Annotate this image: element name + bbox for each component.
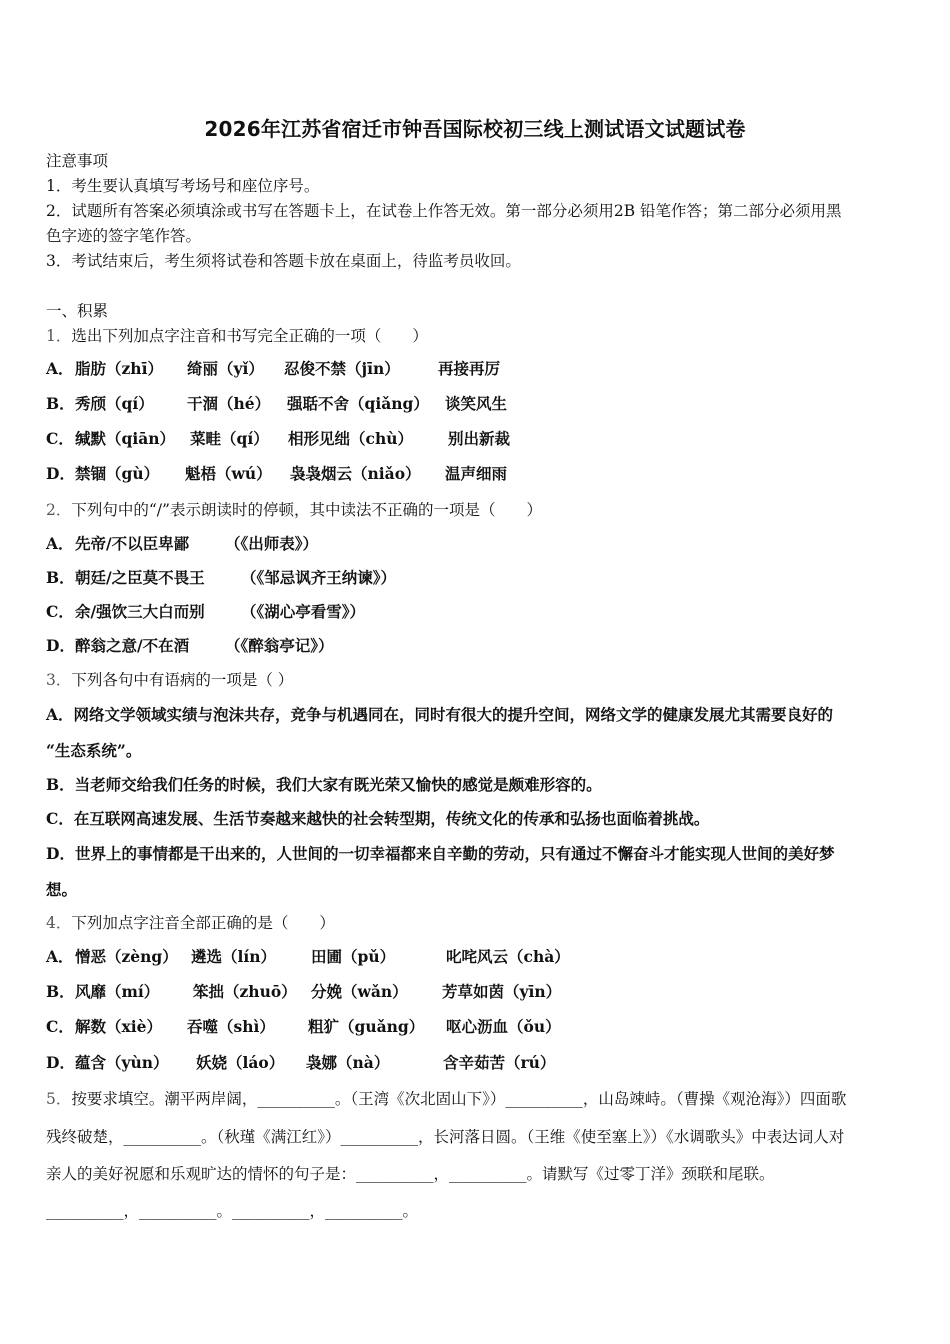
option-item: 相形见绌（chù）	[288, 429, 413, 448]
notice-item-2-cont: 色字迹的签字笔作答。	[46, 227, 202, 245]
notice-item-2: 2．试题所有答案必须填涂或书写在答题卡上，在试卷上作答无效。第一部分必须用2B 铅笔作答；第二部分必须用黑	[46, 202, 842, 220]
q3-option-a-cont: “生态系统”。	[46, 741, 142, 760]
option-source: （《醉翁亭记》）	[225, 636, 334, 655]
q2-option-c	[46, 601, 904, 623]
q5-number: 5．	[46, 1090, 72, 1108]
q1-option-c	[46, 428, 904, 450]
notice-item-3: 3．考试结束后，考生须将试卷和答题卡放在桌面上，待监考员收回。	[46, 252, 521, 270]
option-source: （《湖心亭看雪》）	[241, 602, 366, 621]
section-heading: 一、积累	[46, 302, 109, 320]
option-text: 醉翁之意/不在酒	[75, 636, 190, 655]
option-label: C．	[46, 602, 74, 621]
option-item: 禁锢（gù）	[75, 464, 160, 483]
option-item: 粗犷（guǎng）	[308, 1017, 425, 1036]
option-label: A．	[46, 359, 74, 378]
option-item: 强聒不舍（qiǎng）	[287, 394, 429, 413]
option-item: 干涸（hé）	[187, 394, 271, 413]
q5-line-2: 残终破楚，__________。（秋瑾《满江红》）__________，长河落日圆。（王维《使至塞上》）《水调歌头》中表达词人对	[46, 1128, 845, 1146]
option-label: B．	[46, 394, 75, 413]
q5-line-4: __________，__________。__________，__________。	[46, 1202, 419, 1220]
option-label: A．	[46, 534, 74, 553]
q2-option-d	[46, 635, 904, 657]
option-item: 菜畦（qí）	[190, 429, 269, 448]
option-label: B．	[46, 982, 75, 1001]
option-item: 温声细雨	[445, 464, 508, 483]
option-item: 别出新裁	[448, 429, 511, 448]
q5-text: 按要求填空。潮平两岸阔，__________。（王湾《次北固山下》）__________，山岛竦峙。（曹操《观沧海》）四面歌	[71, 1090, 847, 1108]
q4-option-c	[46, 1016, 904, 1038]
q2-number: 2．	[46, 501, 72, 519]
option-item: 再接再厉	[438, 359, 501, 378]
option-item: 呕心沥血（ǒu）	[446, 1017, 561, 1036]
option-item: 袅袅烟云（niǎo）	[290, 464, 421, 483]
option-item: 笨拙（zhuō）	[193, 982, 297, 1001]
q3-option-a: A．网络文学领域实绩与泡沫共存，竞争与机遇同在，同时有很大的提升空间，网络文学的健康发展尤其需要良好的	[46, 705, 834, 724]
option-label: C．	[46, 429, 74, 448]
q2-stem	[46, 499, 904, 521]
q3-stem	[46, 669, 904, 691]
notice-item-1: 1．考生要认真填写考场号和座位序号。	[46, 177, 320, 195]
option-item: 田圃（pǔ）	[311, 947, 396, 966]
option-source: （《邹忌讽齐王纳谏》）	[241, 568, 397, 587]
q3-text: 下列各句中有语病的一项是（ ）	[71, 671, 294, 689]
option-item: 解数（xiè）	[75, 1017, 162, 1036]
option-source: （《出师表》）	[225, 534, 319, 553]
q3-option-b: B．当老师交给我们任务的时候，我们大家有既光荣又愉快的感觉是颇难形容的。	[46, 775, 602, 794]
q4-option-a	[46, 946, 904, 968]
option-item: 妖娆（láo）	[196, 1053, 285, 1072]
option-item: 叱咤风云（chà）	[446, 947, 570, 966]
q3-number: 3．	[46, 671, 72, 689]
option-text: 先帝/不以臣卑鄙	[75, 534, 190, 553]
option-label: D．	[46, 1053, 75, 1072]
option-item: 风靡（mí）	[75, 982, 160, 1001]
q3-option-d: D．世界上的事情都是干出来的，人世间的一切幸福都来自辛勤的劳动，只有通过不懈奋斗才能实现人世间的美好梦	[46, 844, 835, 863]
option-text: 朝廷/之臣莫不畏王	[75, 568, 205, 587]
q5-line-1	[46, 1088, 904, 1110]
q5-line-3: 亲人的美好祝愿和乐观旷达的情怀的句子是：__________，__________。请默写《过零丁洋》颈联和尾联。	[46, 1165, 775, 1183]
option-item: 魁梧（wú）	[185, 464, 272, 483]
option-item: 绮丽（yǐ）	[187, 359, 264, 378]
page-title: 2026年江苏省宿迁市钟吾国际校初三线上测试语文试题试卷	[204, 117, 746, 141]
option-text: 余/强饮三大白而别	[75, 602, 205, 621]
option-item: 秀颀（qí）	[75, 394, 154, 413]
q2-option-a	[46, 533, 904, 555]
q1-option-d	[46, 463, 904, 485]
q4-stem	[46, 912, 904, 934]
q4-text: 下列加点字注音全部正确的是（ ）	[71, 914, 335, 932]
option-item: 谈笑风生	[445, 394, 508, 413]
q1-number: 1．	[46, 327, 72, 345]
option-label: D．	[46, 464, 75, 483]
q3-option-d-cont: 想。	[46, 880, 78, 899]
option-item: 忍俊不禁（jīn）	[284, 359, 400, 378]
option-item: 吞噬（shì）	[187, 1017, 275, 1036]
q4-option-d	[46, 1052, 904, 1074]
q4-option-b	[46, 981, 904, 1003]
option-item: 遴选（lín）	[191, 947, 277, 966]
option-label: D．	[46, 636, 75, 655]
q4-number: 4．	[46, 914, 72, 932]
option-label: A．	[46, 947, 74, 966]
q2-text: 下列句中的“/”表示朗读时的停顿，其中读法不正确的一项是（ ）	[71, 501, 542, 519]
option-item: 蕴含（yùn）	[75, 1053, 169, 1072]
option-item: 芳草如茵（yīn）	[442, 982, 562, 1001]
option-item: 缄默（qiān）	[75, 429, 176, 448]
option-item: 脂肪（zhī）	[75, 359, 163, 378]
q1-option-a	[46, 358, 904, 380]
option-item: 含辛茹苦（rú）	[443, 1053, 556, 1072]
option-label: B．	[46, 568, 75, 587]
q2-option-b	[46, 567, 904, 589]
notice-heading: 注意事项	[46, 152, 109, 170]
option-item: 袅娜（nà）	[306, 1053, 390, 1072]
q1-option-b	[46, 393, 904, 415]
option-label: C．	[46, 1017, 74, 1036]
option-item: 憎恶（zèng）	[75, 947, 178, 966]
option-item: 分娩（wǎn）	[311, 982, 408, 1001]
q1-text: 选出下列加点字注音和书写完全正确的一项（ ）	[71, 327, 428, 345]
q1-stem	[46, 325, 904, 347]
q3-option-c: C．在互联网高速发展、生活节奏越来越快的社会转型期，传统文化的传承和弘扬也面临着挑战。	[46, 809, 710, 828]
